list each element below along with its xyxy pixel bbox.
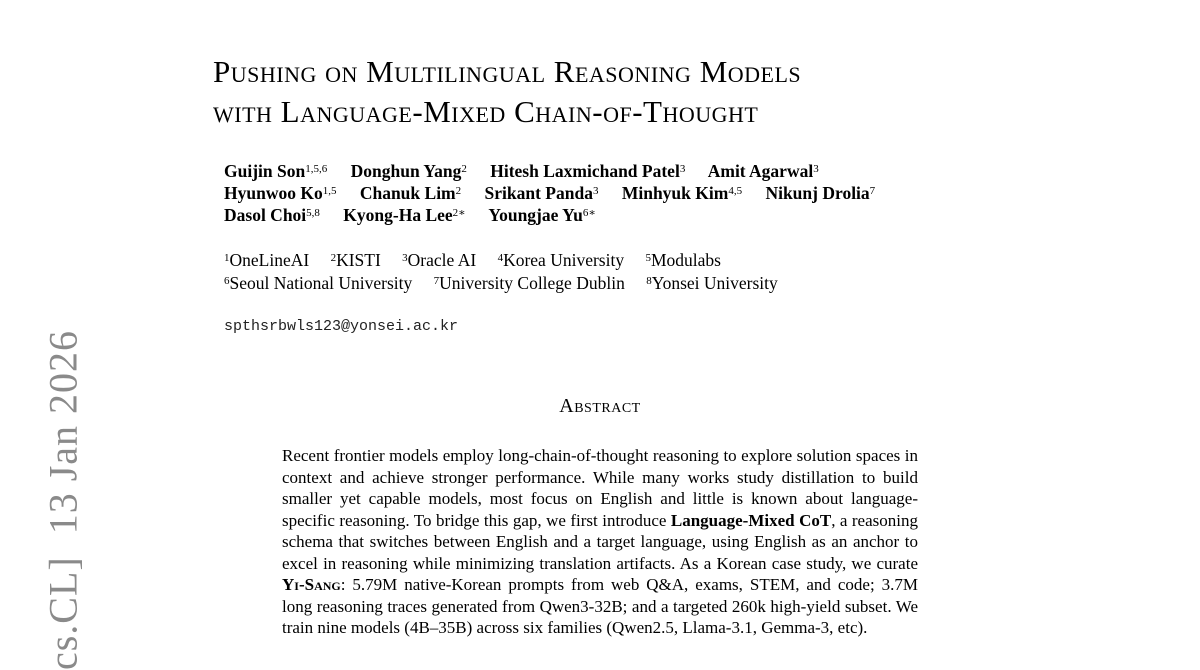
author: Guijin Son$^{1,5,6}$: [224, 161, 328, 181]
abstract-body: Recent frontier models employ long-chain-of-thought reasoning to explore solution spaces in context and achieve stronger performance. While many works study distillation to build smaller yet capable models, most focus on English and little is known about language-specific reasoning. To bridge this gap, we first introduce Language-Mixed CoT, a reasoning schema that switches between English and a target language, using English as an anchor to excel in reasoning while minimizing translation artifacts. As a Korean case study, we curate Yi-Sang: 5.79M native-Korean prompts from web Q&A, exams, STEM, and code; 3.7M long reasoning traces generated from Qwen3-32B; and a targeted 260k high-yield subset. We train nine models (4B–35B) across six families (Qwen2.5, Llama-3.1, Gemma-3, etc).: [282, 446, 918, 637]
arxiv-side-stamp: [40, 330, 87, 670]
affiliation: $^5$Modulabs: [645, 250, 721, 270]
affiliation: $^3$Oracle AI: [402, 250, 477, 270]
abstract-heading: Abstract: [559, 395, 641, 417]
author: Youngjae $Yu^{6∗}$: [488, 205, 596, 225]
author: Hyunwoo Ko$^{1,5}$: [224, 183, 337, 203]
author: Amit Agarwal$^3$: [707, 161, 819, 181]
affiliation: $^6$Seoul National University: [224, 273, 413, 293]
author-list: [224, 160, 1024, 226]
contact-email[interactable]: spthsrbwls123@yonsei.ac.kr: [224, 318, 459, 335]
affiliation: $^7$University College Dublin: [433, 273, 625, 293]
arxiv-category: cs.CL]: [40, 556, 86, 670]
author: Dasol Choi$^{5,8}$: [224, 205, 320, 225]
author: Nikunj Drolia$^7$: [765, 183, 876, 203]
dataset-name: Yi-Sang: [282, 575, 341, 594]
arxiv-date: 13 Jan 2026: [40, 329, 86, 535]
affiliation: $^1$OneLineAI: [224, 250, 310, 270]
paper-title: [213, 52, 1033, 132]
term-language-mixed-cot: Language-Mixed CoT: [670, 510, 832, 530]
affiliation-list: [224, 249, 1024, 295]
title-line-1: Pushing on Multilingual Reasoning Models: [213, 54, 802, 89]
affiliation: $^4$Korea University: [497, 250, 625, 270]
author: Chanuk Lim$^2$: [359, 183, 462, 203]
author: Minhyuk Kim$^{4,5}$: [621, 183, 743, 203]
author: Srikant Panda$^3$: [484, 183, 599, 203]
author: Donghun Yang$^2$: [350, 161, 467, 181]
affiliation: $^8$Yonsei University: [646, 273, 778, 293]
affiliation: $^2$KISTI: [330, 250, 381, 270]
title-line-2: with Language-Mixed Chain-of-Thought: [213, 94, 759, 129]
author: Hitesh Laxmichand Patel$^3$: [490, 161, 686, 181]
author: Kyong-Ha Lee$^{2∗}$: [343, 205, 466, 225]
